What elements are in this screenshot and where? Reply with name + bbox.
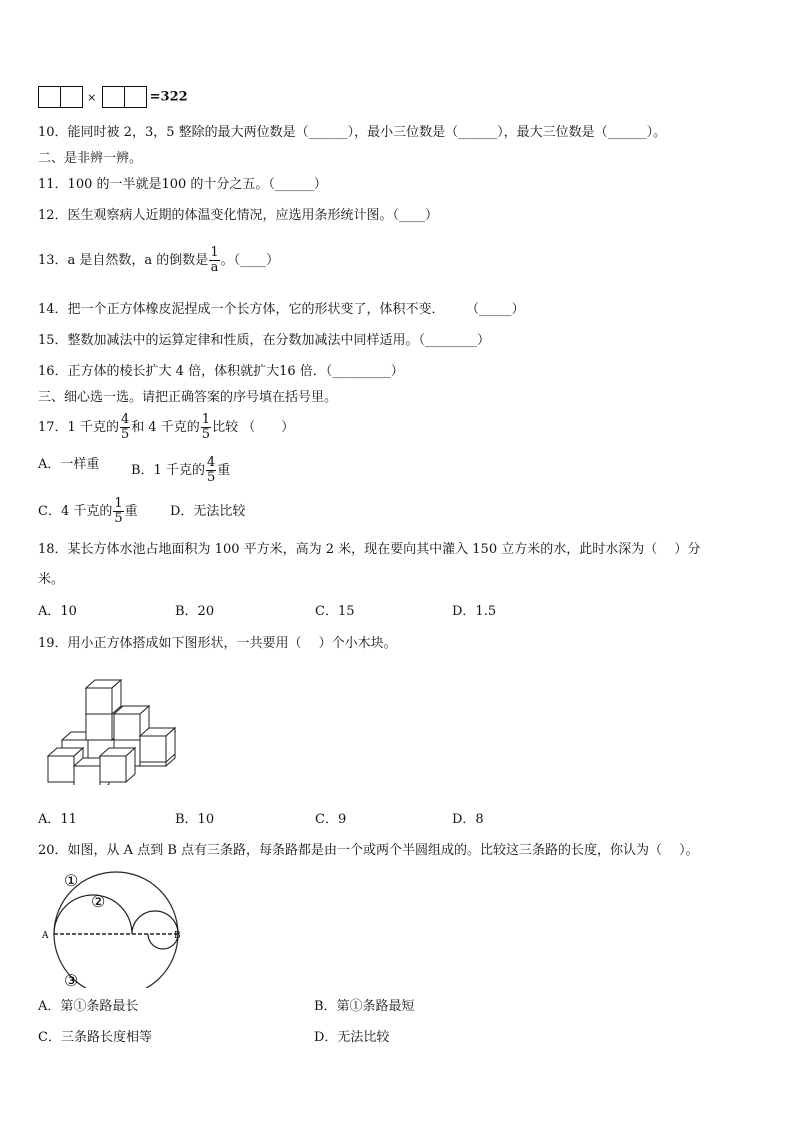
option-text: B．1 千克的 xyxy=(131,463,205,478)
numerator: 4 xyxy=(206,455,216,470)
cube xyxy=(100,748,135,782)
question-19: 19．用小正方体搭成如下图形状，一共要用（ ）个小木块。 xyxy=(38,636,397,651)
question-17 xyxy=(38,413,294,442)
equation-result: =322 xyxy=(149,89,188,105)
q20-option-b[interactable]: B．第①条路最短 xyxy=(314,999,415,1014)
question-12: 12．医生观察病人近期的体温变化情况，应选用条形统计图。（____） xyxy=(38,208,439,223)
semicircle-paths-figure xyxy=(38,868,188,988)
q17-text: 17．1 千克的 xyxy=(38,420,119,435)
q20-option-d[interactable]: D．无法比较 xyxy=(314,1030,390,1045)
fraction xyxy=(209,246,219,275)
q17-option-b[interactable] xyxy=(131,456,230,485)
option-text: 重 xyxy=(217,463,231,478)
denominator: 5 xyxy=(120,427,130,442)
q14-blank: （_____） xyxy=(472,302,525,317)
question-16: 16．正方体的棱长扩大 4 倍，体积就扩大16 倍．（_________） xyxy=(38,364,404,379)
q13-text: 13．a 是自然数，a 的倒数是 xyxy=(38,253,209,268)
fraction xyxy=(113,497,123,526)
question-18-line2: 米。 xyxy=(38,572,65,587)
point-a-label: A xyxy=(42,931,49,941)
q19-option-c[interactable]: C．9 xyxy=(315,812,347,827)
cube xyxy=(86,680,121,714)
q18-option-a[interactable]: A．10 xyxy=(38,604,77,619)
times-sign: × xyxy=(87,90,97,104)
path-2-arc xyxy=(54,895,178,934)
q17-text: 和 4 千克的 xyxy=(131,420,200,435)
question-14 xyxy=(38,301,525,319)
question-13 xyxy=(38,246,279,275)
fraction xyxy=(201,413,211,442)
answer-box[interactable] xyxy=(38,86,61,108)
q18-option-d[interactable]: D．1.5 xyxy=(452,604,497,619)
fraction xyxy=(206,456,216,485)
q9-equation xyxy=(38,86,188,108)
question-18-line1: 18．某长方体水池占地面积为 100 平方米，高为 2 米，现在要向其中灌入 150 立方米的水，此时水深为（ ）分 xyxy=(38,542,701,557)
answer-box[interactable] xyxy=(102,86,125,108)
denominator: a xyxy=(210,260,219,275)
denominator: 5 xyxy=(206,470,216,485)
numerator: 1 xyxy=(114,496,123,511)
q18-option-b[interactable]: B．20 xyxy=(175,604,215,619)
answer-box[interactable] xyxy=(60,86,83,108)
cube-stack-figure xyxy=(40,670,190,785)
section-heading-3: 三、细心选一选。请把正确答案的序号填在括号里。 xyxy=(38,390,338,405)
option-text: C．4 千克的 xyxy=(38,504,113,519)
option-text: 重 xyxy=(124,504,138,519)
q17-option-d[interactable]: D．无法比较 xyxy=(170,504,246,519)
path-3-label: ③ xyxy=(64,971,79,988)
question-20: 20．如图，从 A 点到 B 点有三条路，每条路都是由一个或两个半圆组成的。比较这三条路的长度，你认为（ ）。 xyxy=(38,843,699,858)
section-heading-2: 二、是非辨一辨。 xyxy=(38,151,143,166)
answer-box[interactable] xyxy=(124,86,147,108)
q19-option-d[interactable]: D．8 xyxy=(452,812,484,827)
q17-option-a[interactable]: A．一样重 xyxy=(38,457,100,472)
cube xyxy=(140,728,175,762)
numerator: 1 xyxy=(201,412,211,427)
q20-option-a[interactable]: A．第①条路最长 xyxy=(38,999,139,1014)
numerator: 1 xyxy=(210,245,219,260)
path-2-label: ② xyxy=(91,892,106,911)
q19-option-b[interactable]: B．10 xyxy=(175,812,215,827)
point-b-label: B xyxy=(174,931,181,941)
q18-option-c[interactable]: C．15 xyxy=(315,604,355,619)
q14-text: 14．把一个正方体橡皮泥捏成一个长方体，它的形状变了，体积不变． xyxy=(38,302,445,317)
fraction xyxy=(120,413,130,442)
denominator: 5 xyxy=(114,511,123,526)
question-10: 10．能同时被 2，3，5 整除的最大两位数是（______），最小三位数是（______），最大三位数是（______）。 xyxy=(38,125,667,140)
q13-blank: 。（____） xyxy=(220,253,280,268)
path-1-label: ① xyxy=(64,871,79,890)
q17-text: 比较 （ ） xyxy=(212,420,295,435)
question-11: 11．100 的一半就是100 的十分之五。（______） xyxy=(38,177,327,192)
numerator: 4 xyxy=(120,412,130,427)
q19-option-a[interactable]: A．11 xyxy=(38,812,77,827)
q20-option-c[interactable]: C．三条路长度相等 xyxy=(38,1030,152,1045)
q17-option-c[interactable] xyxy=(38,497,138,526)
denominator: 5 xyxy=(201,427,211,442)
question-15: 15．整数加减法中的运算定律和性质，在分数加减法中同样适用。（________） xyxy=(38,333,491,348)
